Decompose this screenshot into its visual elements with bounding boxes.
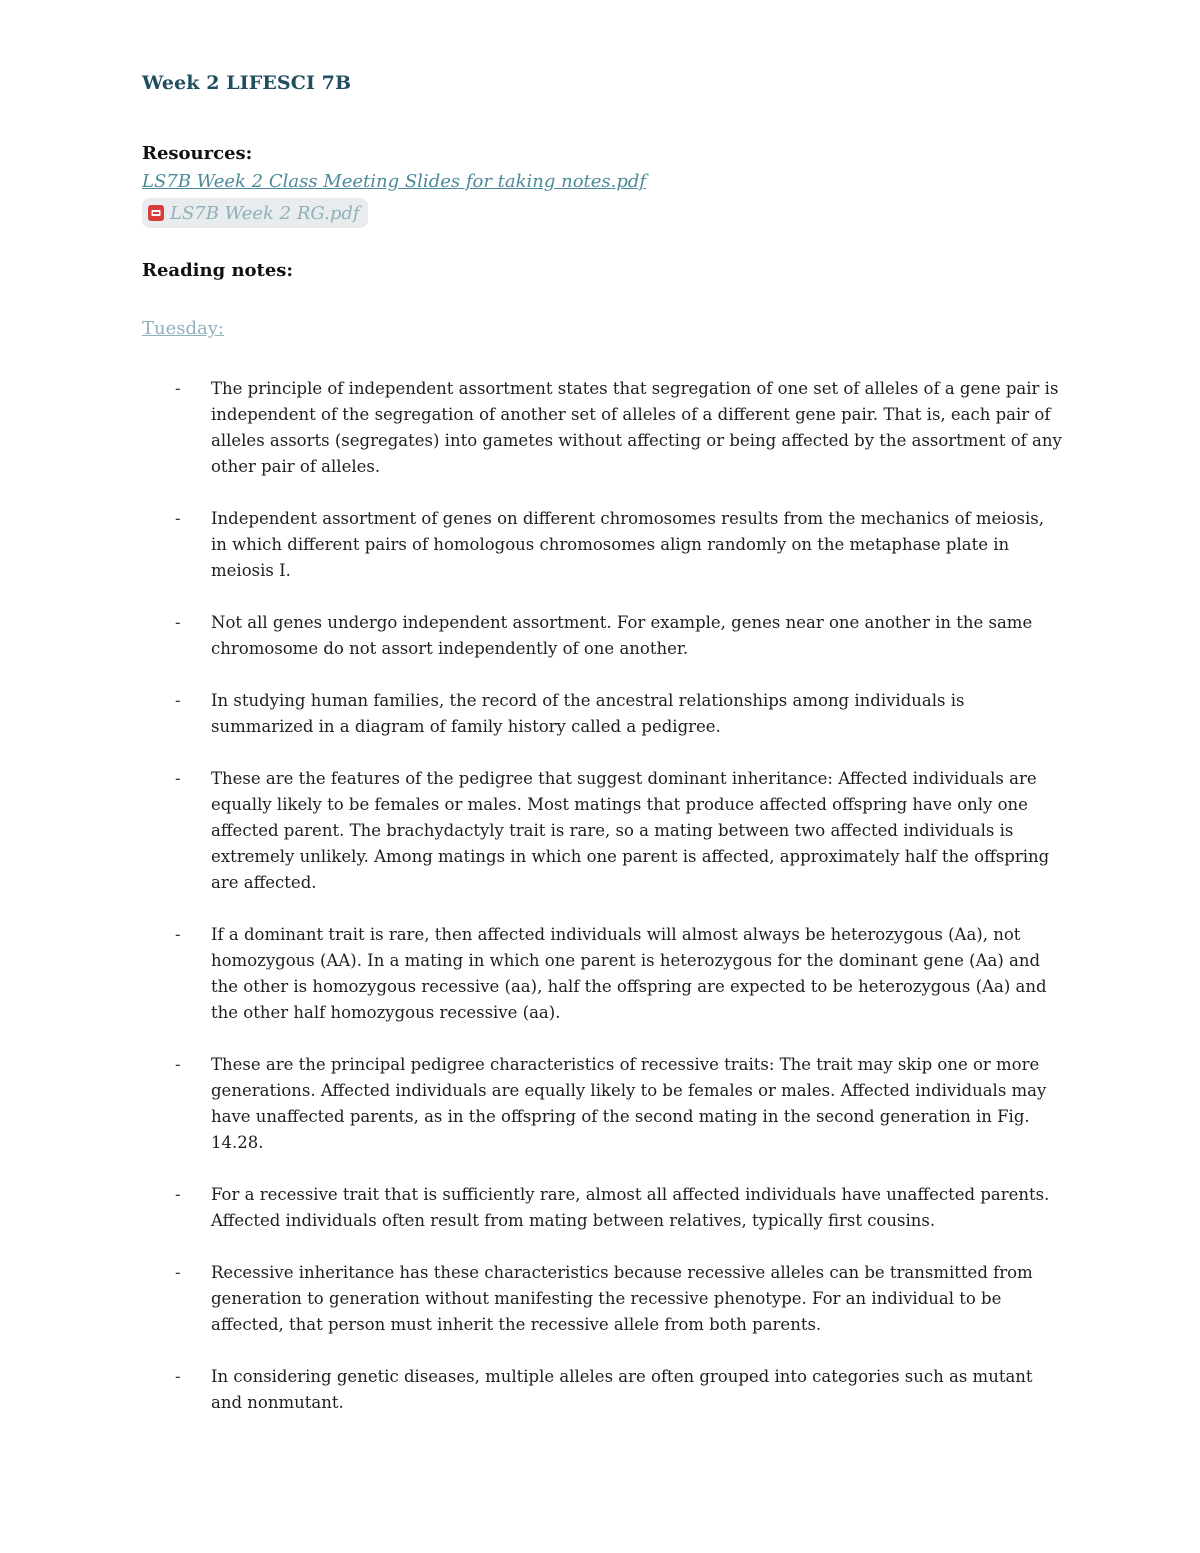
slides-pdf-link[interactable]: LS7B Week 2 Class Meeting Slides for taking notes.pdf (142, 171, 647, 192)
list-item (175, 766, 1065, 896)
list-bullet: - (175, 613, 181, 632)
list-item (175, 1052, 1065, 1156)
list-item (175, 1364, 1065, 1416)
tuesday-link[interactable]: Tuesday: (142, 318, 224, 339)
pdf-file-icon (148, 205, 164, 221)
rg-pdf-attachment-label: LS7B Week 2 RG.pdf (170, 202, 360, 224)
list-bullet: - (175, 509, 181, 528)
list-item (175, 1182, 1065, 1234)
list-item (175, 1260, 1065, 1338)
list-bullet: - (175, 1055, 181, 1074)
list-bullet: - (175, 1263, 181, 1282)
reading-notes-heading: Reading notes: (142, 260, 294, 281)
list-item-text: For a recessive trait that is sufficiently rare, almost all affected individuals have unaffected parents. Affected individuals often result from mating between relatives, typically first cousins. (211, 1185, 1050, 1230)
document-title: Week 2 LIFESCI 7B (142, 72, 352, 94)
resources-heading: Resources: (142, 143, 253, 164)
list-item-text: The principle of independent assortment states that segregation of one set of alleles of a gene pair is independent of the segregation of another set of alleles of a different gene pair. That is, each pair of alleles assorts (segregates) into gametes without affecting or being affected by the assortment of any other pair of alleles. (211, 379, 1062, 476)
list-item-text: These are the principal pedigree characteristics of recessive traits: The trait may skip one or more generations. Affected individuals are equally likely to be females or males. Affected individuals may have unaffected parents, as in the offspring of the second mating in the second generation in Fig. 14.28. (211, 1055, 1047, 1152)
list-item-text: Not all genes undergo independent assortment. For example, genes near one another in the same chromosome do not assort independently of one another. (211, 613, 1033, 658)
reading-notes-list (175, 376, 1065, 1442)
list-item (175, 688, 1065, 740)
list-item-text: If a dominant trait is rare, then affected individuals will almost always be heterozygous (Aa), not homozygous (AA). In a mating in which one parent is heterozygous for the dominant gene (Aa) and the other is homozygous recessive (aa), half the offspring are expected to be heterozygous (Aa) and the other half homozygous recessive (aa). (211, 925, 1047, 1022)
list-item (175, 922, 1065, 1026)
list-item-text: These are the features of the pedigree that suggest dominant inheritance: Affected individuals are equally likely to be females or males. Most matings that produce affected offspring have only one affected parent. The brachydactyly trait is rare, so a mating between two affected individuals is extremely unlikely. Among matings in which one parent is affected, approximately half the offspring are affected. (211, 769, 1050, 892)
list-item-text: Independent assortment of genes on different chromosomes results from the mechanics of meiosis, in which different pairs of homologous chromosomes align randomly on the metaphase plate in meiosis I. (211, 509, 1044, 580)
list-item-text: In studying human families, the record of the ancestral relationships among individuals is summarized in a diagram of family history called a pedigree. (211, 691, 965, 736)
list-item-text: Recessive inheritance has these characteristics because recessive alleles can be transmitted from generation to generation without manifesting the recessive phenotype. For an individual to be affected, that person must inherit the recessive allele from both parents. (211, 1263, 1033, 1334)
list-bullet: - (175, 379, 181, 398)
list-bullet: - (175, 1185, 181, 1204)
rg-pdf-attachment-chip[interactable] (142, 198, 368, 228)
list-bullet: - (175, 925, 181, 944)
list-bullet: - (175, 1367, 181, 1386)
list-item (175, 376, 1065, 480)
list-bullet: - (175, 691, 181, 710)
list-item (175, 610, 1065, 662)
list-bullet: - (175, 769, 181, 788)
list-item (175, 506, 1065, 584)
list-item-text: In considering genetic diseases, multiple alleles are often grouped into categories such as mutant and nonmutant. (211, 1367, 1033, 1412)
